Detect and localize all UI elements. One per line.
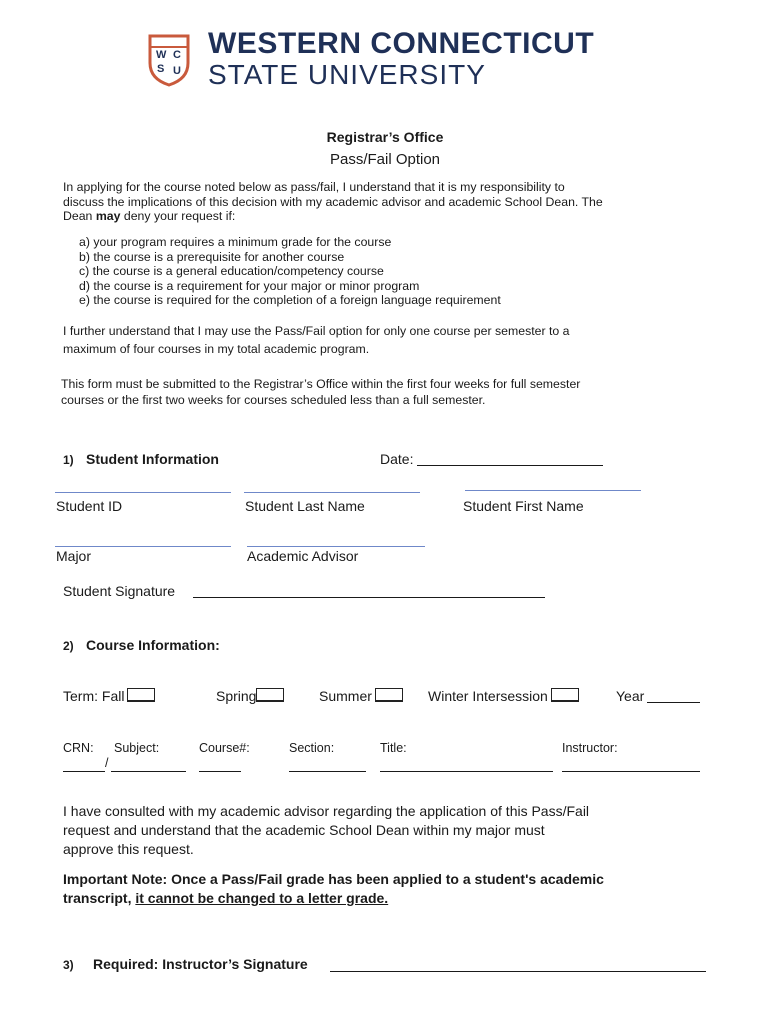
intro-line3-prefix: Dean: [63, 209, 96, 223]
section1-title: Student Information: [86, 451, 219, 467]
course-number-label: Course#:: [199, 741, 250, 755]
intro-line2: discuss the implications of this decision with my academic advisor and academic School Dean. The: [63, 194, 603, 209]
section1-number: 1): [63, 453, 74, 467]
term-year-field[interactable]: [647, 702, 700, 703]
major-field[interactable]: [55, 546, 231, 547]
list-item: c) the course is a general education/competency course: [79, 264, 384, 278]
academic-advisor-field[interactable]: [247, 546, 425, 547]
student-last-name-label: Student Last Name: [245, 498, 365, 514]
list-item: d) the course is a requirement for your major or minor program: [79, 278, 420, 293]
section2-number: 2): [63, 639, 74, 653]
note-underlined-text: it cannot be changed to a letter grade.: [135, 890, 389, 906]
section3-number: 3): [63, 958, 74, 972]
subject-field[interactable]: [111, 771, 186, 772]
term-year-label: Year: [616, 688, 645, 704]
university-name-line2: STATE UNIVERSITY: [208, 59, 486, 90]
form-title: Pass/Fail Option: [329, 151, 441, 168]
academic-advisor-label: Academic Advisor: [247, 548, 359, 564]
instructor-signature-field[interactable]: [330, 971, 706, 972]
logo-letter-c: C: [173, 49, 181, 61]
subject-label: Subject:: [114, 741, 160, 755]
student-id-field[interactable]: [55, 492, 231, 493]
note-line2: [63, 889, 743, 908]
student-first-name-label: Student First Name: [463, 498, 584, 514]
term-winter: [428, 688, 579, 704]
further-paragraph: [63, 322, 733, 358]
term-spring-checkbox[interactable]: [256, 688, 284, 702]
crn-subject-separator: /: [105, 756, 109, 770]
list-item: b) the course is a prerequisite for another course: [79, 249, 345, 264]
crn-label: CRN:: [63, 741, 94, 755]
section-field[interactable]: [289, 771, 366, 772]
list-item: e) the course is required for the completion of a foreign language requirement: [79, 293, 501, 307]
consult-line2: request and understand that the academic School Dean within my major must: [63, 822, 545, 838]
major-label: Major: [56, 548, 92, 564]
term-summer-label: Summer: [319, 688, 372, 704]
consult-paragraph: [63, 802, 723, 859]
course-number-field[interactable]: [199, 771, 241, 772]
student-first-name-field[interactable]: [465, 490, 641, 491]
student-last-name-field[interactable]: [244, 492, 420, 493]
deadline-line1: This form must be submitted to the Registrar’s Office within the first four weeks for full semester: [61, 377, 581, 391]
intro-may-bold: may: [95, 209, 121, 223]
term-winter-checkbox[interactable]: [551, 688, 579, 702]
further-line2: maximum of four courses in my total academic program.: [63, 342, 370, 356]
list-item: a) your program requires a minimum grade for the course: [79, 235, 392, 249]
student-signature-field[interactable]: [193, 597, 545, 598]
instructor-label: Instructor:: [562, 741, 618, 755]
term-fall-checkbox[interactable]: [127, 688, 155, 702]
term-spring: [216, 688, 284, 704]
intro-line3: [63, 209, 723, 224]
deadline-line2: courses or the first two weeks for courses scheduled less than a full semester.: [61, 393, 486, 407]
important-note: [63, 870, 743, 908]
note-line2-prefix: transcript,: [63, 890, 136, 906]
wcsu-shield-logo: [146, 33, 192, 87]
note-line1: Important Note: Once a Pass/Fail grade has been applied to a student's academic: [63, 871, 604, 887]
logo-letter-u: U: [173, 65, 181, 77]
term-fall-label: Fall: [101, 688, 125, 704]
logo-letter-w: W: [156, 49, 167, 61]
crn-field[interactable]: [63, 771, 105, 772]
term-summer-checkbox[interactable]: [375, 688, 403, 702]
consult-line1: I have consulted with my academic advisor regarding the application of this Pass/Fail: [63, 803, 590, 819]
further-line1: I further understand that I may use the Pass/Fail option for only one course per semester to a: [63, 324, 570, 338]
intro-paragraph: [63, 180, 723, 224]
consult-line3: approve this request.: [63, 841, 194, 857]
term-summer: [319, 688, 403, 704]
deadline-paragraph: [61, 376, 731, 408]
section-label: Section:: [289, 741, 335, 755]
conditions-list: [79, 235, 679, 308]
intro-line3-suffix: deny your request if:: [120, 209, 236, 223]
term-prefix-label: Term:: [63, 688, 98, 704]
section3-title: Required: Instructor’s Signature: [93, 956, 308, 972]
term-winter-label: Winter Intersession: [428, 688, 548, 704]
term-spring-label: Spring: [216, 688, 257, 704]
student-id-label: Student ID: [56, 498, 123, 514]
university-name-line1: WESTERN CONNECTICUT: [208, 27, 595, 60]
title-field[interactable]: [380, 771, 553, 772]
date-label: Date:: [380, 451, 414, 467]
term-year: [616, 688, 644, 704]
section2-title: Course Information:: [86, 637, 220, 653]
student-signature-label: Student Signature: [63, 583, 176, 599]
term-fall: [63, 688, 155, 704]
logo-letter-s: S: [157, 63, 165, 75]
office-title: Registrar’s Office: [326, 129, 444, 145]
intro-line1: In applying for the course noted below as pass/fail, I understand that it is my responsibility to: [63, 180, 565, 194]
instructor-field[interactable]: [562, 771, 700, 772]
date-field[interactable]: [417, 465, 603, 466]
title-label: Title:: [380, 741, 407, 755]
